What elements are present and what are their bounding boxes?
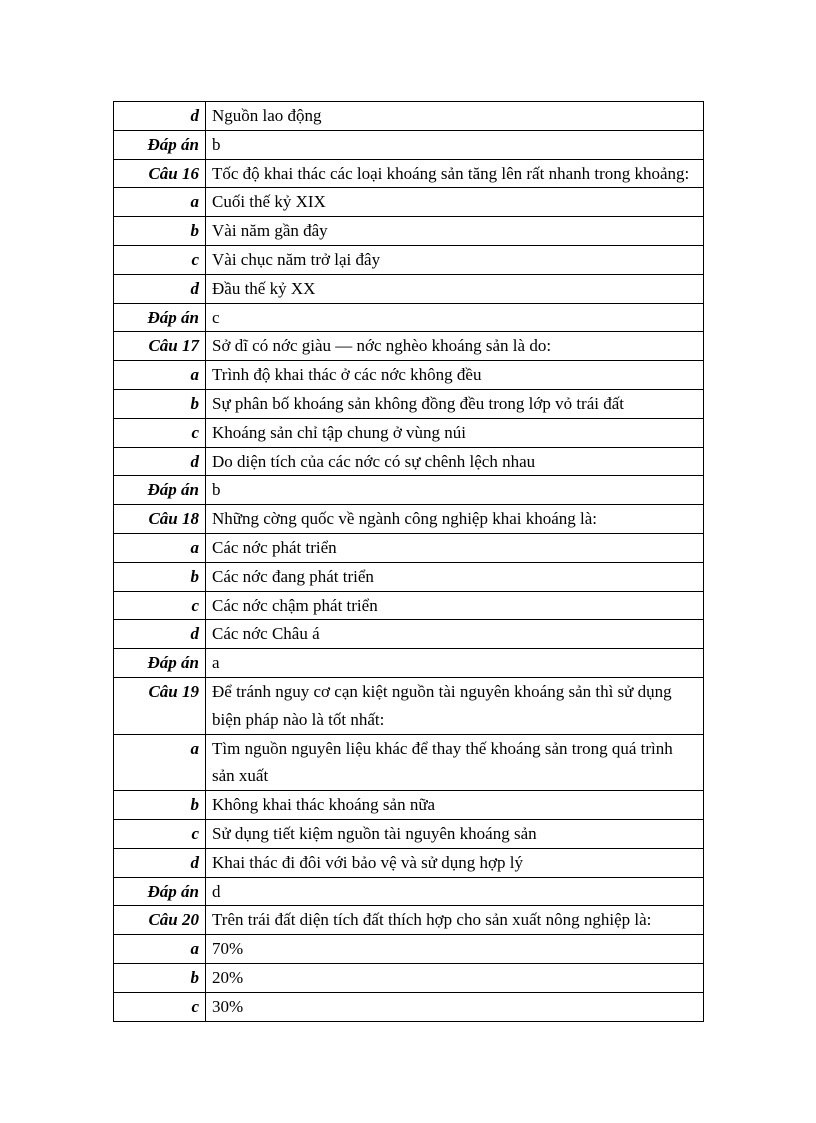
row-text: Các nớc đang phát triển xyxy=(206,562,704,591)
row-label: d xyxy=(114,447,206,476)
row-text: Vài chục năm trở lại đây xyxy=(206,245,704,274)
row-text: Các nớc phát triển xyxy=(206,533,704,562)
table-row xyxy=(114,476,704,505)
table-row xyxy=(114,963,704,992)
table-row xyxy=(114,734,704,791)
row-text: 20% xyxy=(206,963,704,992)
table-row xyxy=(114,992,704,1021)
row-text: Đầu thế kỷ XX xyxy=(206,274,704,303)
row-label: c xyxy=(114,245,206,274)
row-label: d xyxy=(114,274,206,303)
row-text: c xyxy=(206,303,704,332)
row-label: Đáp án xyxy=(114,649,206,678)
row-text: Do diện tích của các nớc có sự chênh lệch nhau xyxy=(206,447,704,476)
row-text: Khoáng sản chỉ tập chung ở vùng núi xyxy=(206,418,704,447)
table-row xyxy=(114,159,704,188)
row-label: b xyxy=(114,562,206,591)
table-row xyxy=(114,188,704,217)
row-label: Đáp án xyxy=(114,476,206,505)
row-text: Không khai thác khoáng sản nữa xyxy=(206,791,704,820)
table-row xyxy=(114,848,704,877)
row-label: Đáp án xyxy=(114,130,206,159)
row-text: Những cờng quốc về ngành công nghiệp khai khoáng là: xyxy=(206,505,704,534)
table-row xyxy=(114,102,704,131)
row-label: d xyxy=(114,102,206,131)
row-text: 70% xyxy=(206,935,704,964)
table-row xyxy=(114,677,704,734)
row-label: Đáp án xyxy=(114,877,206,906)
row-label: Đáp án xyxy=(114,303,206,332)
table-row xyxy=(114,447,704,476)
row-label: a xyxy=(114,533,206,562)
table-row xyxy=(114,877,704,906)
row-label: Câu 20 xyxy=(114,906,206,935)
row-label: a xyxy=(114,935,206,964)
row-label: a xyxy=(114,188,206,217)
row-label: b xyxy=(114,217,206,246)
row-text: Sử dụng tiết kiệm nguồn tài nguyên khoáng sản xyxy=(206,819,704,848)
row-label: Câu 18 xyxy=(114,505,206,534)
row-label: Câu 16 xyxy=(114,159,206,188)
row-text: Tìm nguồn nguyên liệu khác để thay thế khoáng sản trong quá trình sản xuất xyxy=(206,734,704,791)
table-row xyxy=(114,591,704,620)
row-text: a xyxy=(206,649,704,678)
row-label: b xyxy=(114,791,206,820)
table-row xyxy=(114,533,704,562)
row-label: c xyxy=(114,418,206,447)
row-text: Các nớc Châu á xyxy=(206,620,704,649)
row-label: Câu 17 xyxy=(114,332,206,361)
row-label: a xyxy=(114,734,206,791)
quiz-table xyxy=(113,101,704,1022)
table-row xyxy=(114,562,704,591)
row-label: a xyxy=(114,361,206,390)
row-label: Câu 19 xyxy=(114,677,206,734)
table-row xyxy=(114,361,704,390)
table-row xyxy=(114,791,704,820)
table-row xyxy=(114,303,704,332)
row-text: Cuối thế kỷ XIX xyxy=(206,188,704,217)
row-label: d xyxy=(114,620,206,649)
row-label: c xyxy=(114,992,206,1021)
table-row xyxy=(114,505,704,534)
quiz-table-body xyxy=(114,102,704,1022)
row-label: b xyxy=(114,389,206,418)
row-text: Trình độ khai thác ở các nớc không đều xyxy=(206,361,704,390)
row-label: b xyxy=(114,963,206,992)
row-text: Sở dĩ có nớc giàu — nớc nghèo khoáng sản là do: xyxy=(206,332,704,361)
table-row xyxy=(114,418,704,447)
row-text: Trên trái đất diện tích đất thích hợp cho sản xuất nông nghiệp là: xyxy=(206,906,704,935)
row-label: c xyxy=(114,819,206,848)
row-text: d xyxy=(206,877,704,906)
table-row xyxy=(114,935,704,964)
row-text: Khai thác đi đôi với bảo vệ và sử dụng hợp lý xyxy=(206,848,704,877)
table-row xyxy=(114,274,704,303)
table-row xyxy=(114,130,704,159)
table-row xyxy=(114,217,704,246)
table-row xyxy=(114,819,704,848)
row-text: Tốc độ khai thác các loại khoáng sản tăng lên rất nhanh trong khoảng: xyxy=(206,159,704,188)
row-text: b xyxy=(206,130,704,159)
table-row xyxy=(114,245,704,274)
table-row xyxy=(114,332,704,361)
row-text: Để tránh nguy cơ cạn kiệt nguồn tài nguyên khoáng sản thì sử dụng biện pháp nào là tốt nhất: xyxy=(206,677,704,734)
table-row xyxy=(114,906,704,935)
row-label: d xyxy=(114,848,206,877)
row-text: b xyxy=(206,476,704,505)
table-row xyxy=(114,649,704,678)
row-text: Vài năm gần đây xyxy=(206,217,704,246)
row-text: 30% xyxy=(206,992,704,1021)
row-text: Các nớc chậm phát triển xyxy=(206,591,704,620)
table-row xyxy=(114,389,704,418)
row-label: c xyxy=(114,591,206,620)
row-text: Nguồn lao động xyxy=(206,102,704,131)
table-row xyxy=(114,620,704,649)
row-text: Sự phân bố khoáng sản không đồng đều trong lớp vỏ trái đất xyxy=(206,389,704,418)
